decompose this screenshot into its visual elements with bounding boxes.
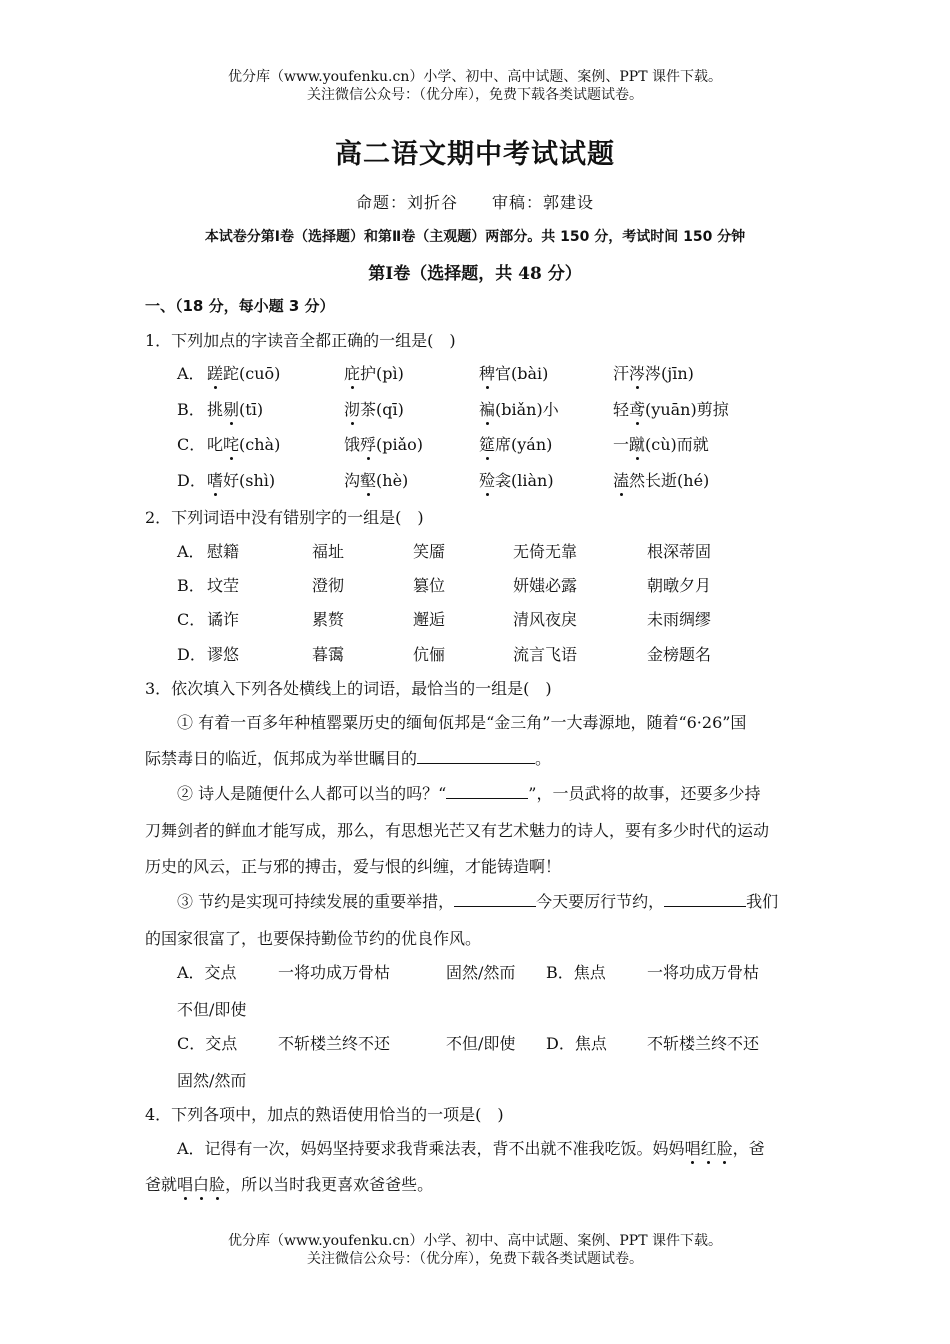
dotted-char: 咤	[223, 435, 240, 454]
q2-option-word: 暮霭	[312, 645, 345, 664]
q4-option-a-line-2	[145, 1172, 807, 1195]
dotted-char: 沏	[344, 400, 361, 419]
q3-option-b-words: 不但/即使	[177, 1000, 247, 1019]
q3-passage-3-line-1	[177, 889, 839, 912]
q2-option-word: 未雨绸缪	[647, 610, 712, 629]
q1-option-item	[479, 361, 548, 384]
q2-option-word: 笑靥	[413, 542, 446, 561]
q3-passage-2-line-1	[177, 781, 839, 804]
answer-blank	[664, 892, 746, 907]
item-suffix: 涔(jīn)	[645, 364, 694, 383]
part-1-title: 第Ⅰ卷（选择题，共 48 分）	[368, 264, 582, 284]
q1-option-item	[207, 397, 263, 420]
q3-option-b-label: B．焦点	[546, 963, 606, 982]
dotted-char: 嗜	[207, 471, 224, 490]
item-suffix: 跎(cuō)	[223, 364, 281, 383]
q3-option-c-label: C．交点	[177, 1034, 238, 1053]
answer-blank	[446, 784, 528, 799]
dotted-char: 溘	[613, 471, 630, 490]
q3-passage-3-line-2: 的国家很富了，也要保持勤俭节约的优良作风。	[145, 929, 482, 948]
dotted-char: 褊	[479, 400, 496, 419]
q2-option-word: 朝暾夕月	[647, 576, 712, 595]
q3-option-a-words: 固然/然而	[446, 963, 516, 982]
q2-option-word: 根深蒂固	[647, 542, 712, 561]
dotted-char: 殍	[360, 435, 377, 454]
item-prefix: 汗	[613, 364, 630, 383]
q2-option-word: 清风夜戾	[513, 610, 578, 629]
dotted-char: 剔	[223, 400, 240, 419]
dotted-char: 红	[700, 1139, 717, 1158]
dotted-idiom	[685, 1139, 733, 1158]
q3-passage-3-text-b: 今天要厉行节约，	[536, 892, 665, 911]
q3-option-b-phrase: 一将功成万骨枯	[647, 963, 760, 982]
q1-option-item	[613, 361, 694, 384]
dotted-char: 殓	[479, 471, 496, 490]
item-suffix: (piǎo)	[376, 435, 424, 454]
q2-option-word: 澄彻	[312, 576, 345, 595]
item-prefix: 轻	[613, 400, 630, 419]
item-suffix: 茶(qī)	[360, 400, 404, 419]
item-suffix: (yuān)剪掠	[645, 400, 729, 419]
q2-option-word: 福址	[312, 542, 345, 561]
q2-option-label: D．	[177, 645, 206, 664]
item-prefix: 叱	[207, 435, 224, 454]
dotted-char: 脸	[209, 1175, 226, 1194]
q1-option-item	[479, 397, 559, 420]
dotted-char: 庇	[344, 364, 361, 383]
q3-passage-1-end: 。	[535, 749, 552, 768]
q4-option-a-text-e: ，所以当时我更喜欢爸爸些。	[225, 1175, 434, 1194]
question-2-stem: 2．下列词语中没有错别字的一组是( )	[145, 508, 424, 527]
dotted-char: 蹴	[629, 435, 646, 454]
q2-option-word: 谬悠	[207, 645, 240, 664]
header-line-1: 优分库（www.youfenku.cn）小学、初中、高中试题、案例、PPT 课件下载。	[227, 69, 722, 85]
q1-option-label: A．	[177, 364, 205, 383]
q3-option-c-phrase: 不斩楼兰终不还	[278, 1034, 391, 1053]
footer-line-1: 优分库（www.youfenku.cn）小学、初中、高中试题、案例、PPT 课件下载。	[227, 1233, 722, 1249]
q1-option-item	[479, 468, 554, 491]
q2-option-word: 伉俪	[413, 645, 446, 664]
q3-passage-2-text-b: ”，一员武将的故事，还要多少持	[528, 784, 761, 803]
q3-option-d-phrase: 不斩楼兰终不还	[647, 1034, 760, 1053]
page-title: 高二语文期中考试试题	[335, 139, 615, 170]
dotted-char: 脸	[716, 1139, 733, 1158]
q3-passage-2-line-3: 历史的风云，正与邪的搏击，爱与恨的纠缠，才能铸造啊！	[145, 857, 562, 876]
q3-option-a-phrase: 一将功成万骨枯	[278, 963, 391, 982]
q2-option-label: B．	[177, 576, 205, 595]
q4-option-a-text-a: A．记得有一次，妈妈坚持要求我背乘法表，背不出就不准我吃饭。妈妈	[177, 1139, 685, 1158]
item-suffix: (hè)	[376, 471, 409, 490]
question-3-stem: 3．依次填入下列各处横线上的词语，最恰当的一组是( )	[145, 679, 552, 698]
item-suffix: 衾(liàn)	[495, 471, 554, 490]
q1-option-item	[207, 468, 275, 491]
item-prefix: 一	[613, 435, 630, 454]
q3-option-d-label: D．焦点	[546, 1034, 607, 1053]
item-prefix: 沟	[344, 471, 361, 490]
item-suffix: (biǎn)小	[495, 400, 559, 419]
q1-option-item	[344, 397, 404, 420]
item-suffix: (chà)	[239, 435, 281, 454]
q3-passage-3-text-c: 我们	[746, 892, 779, 911]
q1-option-item	[344, 361, 404, 384]
footer-line-2: 关注微信公众号：（优分库），免费下载各类试题试卷。	[307, 1251, 643, 1267]
q3-option-d-words: 固然/然而	[177, 1071, 247, 1090]
q1-option-label: B．	[177, 400, 205, 419]
item-prefix: 挑	[207, 400, 224, 419]
q4-option-a-line-1	[177, 1136, 839, 1159]
q1-option-label: D．	[177, 471, 206, 490]
q1-option-item	[479, 432, 552, 455]
q3-option-a-label: A．交点	[177, 963, 237, 982]
dotted-idiom	[177, 1175, 225, 1194]
item-suffix: 席(yán)	[495, 435, 553, 454]
dotted-char: 壑	[360, 471, 377, 490]
item-suffix: 然长逝(hé)	[629, 471, 710, 490]
item-suffix: 官(bài)	[495, 364, 549, 383]
item-suffix: (tī)	[239, 400, 264, 419]
exam-intro: 本试卷分第Ⅰ卷（选择题）和第Ⅱ卷（主观题）两部分。共 150 分，考试时间 150 分钟	[204, 229, 746, 245]
q1-option-item	[613, 432, 709, 455]
q1-option-item	[613, 397, 729, 420]
q3-passage-2-line-2: 刀舞剑者的鲜血才能写成，那么，有思想光芒又有艺术魅力的诗人，要有多少时代的运动	[145, 821, 770, 840]
q2-option-word: 邂逅	[413, 610, 446, 629]
q3-option-c-words: 不但/即使	[446, 1034, 516, 1053]
q3-passage-1-text: 际禁毒日的临近，佤邦成为举世瞩目的	[145, 749, 418, 768]
q1-option-item	[344, 432, 423, 455]
dotted-char: 蹉	[207, 364, 224, 383]
q2-option-label: C．	[177, 610, 206, 629]
dotted-char: 唱	[177, 1175, 194, 1194]
item-prefix: 饿	[344, 435, 361, 454]
q2-option-word: 流言飞语	[513, 645, 578, 664]
q2-option-word: 金榜题名	[647, 645, 712, 664]
authors: 命题：刘折谷 审稿：郭建设	[355, 193, 594, 212]
q2-option-word: 篡位	[413, 576, 446, 595]
item-suffix: 护(pì)	[360, 364, 404, 383]
q2-option-word: 谲诈	[207, 610, 240, 629]
dotted-char: 唱	[684, 1139, 701, 1158]
q1-option-item	[613, 468, 709, 491]
section-1-title: 一、（18 分，每小题 3 分）	[145, 297, 335, 315]
q1-option-label: C．	[177, 435, 206, 454]
q1-option-item	[207, 361, 280, 384]
answer-blank	[454, 892, 536, 907]
q3-passage-3-text-a: ③ 节约是实现可持续发展的重要举措，	[177, 892, 455, 911]
q3-passage-1-line-1: ① 有着一百多年种植罂粟历史的缅甸佤邦是“金三角”一大毒源地，随着“6·26”国	[177, 713, 747, 732]
q3-passage-2-text-a: ② 诗人是随便什么人都可以当的吗？“	[177, 784, 447, 803]
question-4-stem: 4．下列各项中，加点的熟语使用恰当的一项是( )	[145, 1105, 504, 1124]
dotted-char: 鸢	[629, 400, 646, 419]
dotted-char: 稗	[479, 364, 496, 383]
q2-option-word: 妍媸必露	[513, 576, 578, 595]
q1-option-item	[344, 468, 408, 491]
question-1-stem: 1．下列加点的字读音全都正确的一组是( )	[145, 331, 456, 350]
q3-passage-1-line-2	[145, 746, 807, 769]
dotted-char: 筵	[479, 435, 496, 454]
q2-option-word: 累赘	[312, 610, 345, 629]
q4-option-a-text-c: ，爸	[732, 1139, 765, 1158]
dotted-char: 涔	[629, 364, 646, 383]
item-suffix: 好(shì)	[223, 471, 276, 490]
q2-option-label: A．	[177, 542, 205, 561]
q2-option-word: 慰籍	[207, 542, 240, 561]
header-line-2: 关注微信公众号：（优分库），免费下载各类试题试卷。	[307, 87, 643, 103]
q2-option-word: 无倚无靠	[513, 542, 578, 561]
answer-blank	[417, 749, 535, 764]
q4-option-a-text-d: 爸就	[145, 1175, 178, 1194]
q2-option-word: 坟茔	[207, 576, 240, 595]
dotted-char: 白	[193, 1175, 210, 1194]
q1-option-item	[207, 432, 280, 455]
item-suffix: (cù)而就	[645, 435, 709, 454]
